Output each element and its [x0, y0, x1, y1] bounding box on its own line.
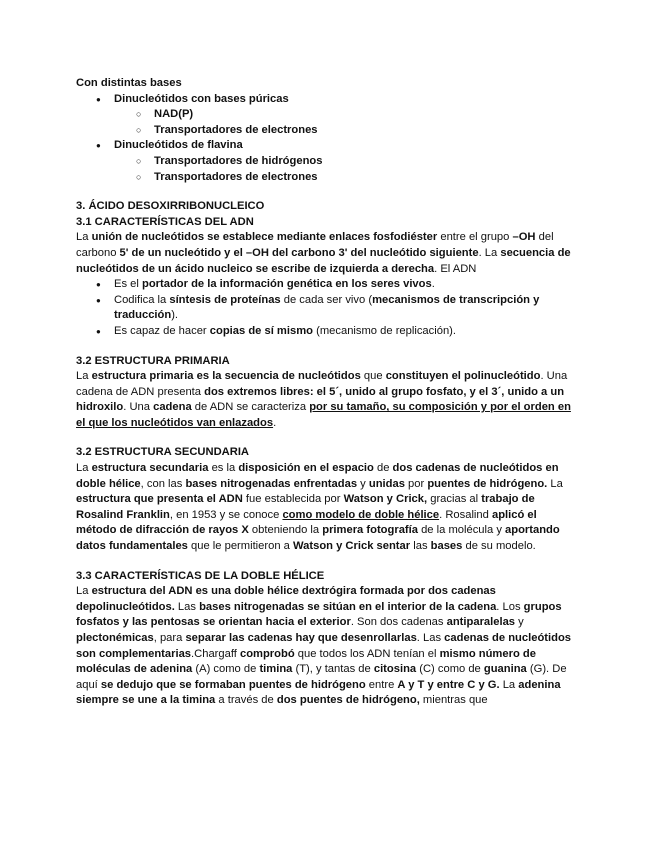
section-heading: 3. ÁCIDO DESOXIRRIBONUCLEICO [76, 200, 265, 213]
characteristics-list [76, 277, 576, 339]
list-subitem: ○ Transportadores de electrones [76, 170, 576, 186]
subsection-heading: 3.3 CARACTERÍSTICAS DE LA DOBLE HÉLICE [76, 569, 325, 582]
intro-list [76, 92, 576, 186]
subsection-heading: 3.2 ESTRUCTURA PRIMARIA [76, 354, 230, 367]
intro-title: Con distintas bases [76, 77, 182, 89]
list-item: ● Dinucleótidos de flavina [76, 138, 576, 154]
document-body [76, 76, 576, 709]
paragraph: La estructura del ADN es una doble hélice dextrógira formada por dos cadenas depolinucleótidos. Las bases nitrogenadas se sitúan en el interior de la cadena. Los grupos fosfatos y las pentosas se orientan hacia el exterior. Son dos cadenas antiparalelas y plectonémicas, para separar las cadenas hay que desenrollarlas. Las cadenas de nucleótidos son complementarias.Chargaff comprobó que todos los ADN tenían el mismo número de moléculas de adenina (A) como de timina (T), y tantas de citosina (C) como de guanina (G). De aquí se dedujo que se formaban puentes de hidrógeno entre A y T y entre C y G. La adenina siempre se une a la timina a través de dos puentes de hidrógeno, mientras que [76, 585, 571, 707]
paragraph: La unión de nucleótidos se establece mediante enlaces fosfodiéster entre el grupo –OH del carbono 5' de un nucleótido y el –OH del carbono 3' del nucleótido siguiente. La secuencia de nucleótidos de un ácido nucleico se escribe de izquierda a derecha. El ADN [76, 231, 571, 275]
list-item: ● Es el portador de la información genética en los seres vivos. [76, 277, 576, 293]
paragraph: La estructura secundaria es la disposición en el espacio de dos cadenas de nucleótidos en doble hélice, con las bases nitrogenadas enfrentadas y unidas por puentes de hidrógeno. La estructura que presenta el ADN fue establecida por Watson y Crick, gracias al trabajo de Rosalind Franklin, en 1953 y se conoce como modelo de doble hélice. Rosalind aplicó el método de difracción de rayos X obteniendo la primera fotografía de la molécula y aportando datos fundamentales que le permitieron a Watson y Crick sentar las bases de su modelo. [76, 462, 563, 553]
subsection-heading: 3.2 ESTRUCTURA SECUNDARIA [76, 446, 250, 459]
list-subitem: ○ Transportadores de hidrógenos [76, 154, 576, 170]
list-item: ● Es capaz de hacer copias de sí mismo (mecanismo de replicación). [76, 324, 576, 340]
paragraph: La estructura primaria es la secuencia de nucleótidos que constituyen el polinucleótido. Una cadena de ADN presenta dos extremos libres: el 5´, unido al grupo fosfato, y el 3´, unido a un hidroxilo. Una cadena de ADN se caracteriza por su tamaño, su composición y por el orden en el que los nucleótidos van enlazados. [76, 370, 571, 429]
list-subitem: ○ Transportadores de electrones [76, 123, 576, 139]
subsection-heading: 3.1 CARACTERÍSTICAS DEL ADN [76, 215, 254, 228]
list-item: ● Dinucleótidos con bases púricas [76, 92, 576, 108]
list-item: ● Codifica la síntesis de proteínas de cada ser vivo (mecanismos de transcripción y traducción). [76, 293, 576, 324]
list-subitem: ○ NAD(P) [76, 107, 576, 123]
